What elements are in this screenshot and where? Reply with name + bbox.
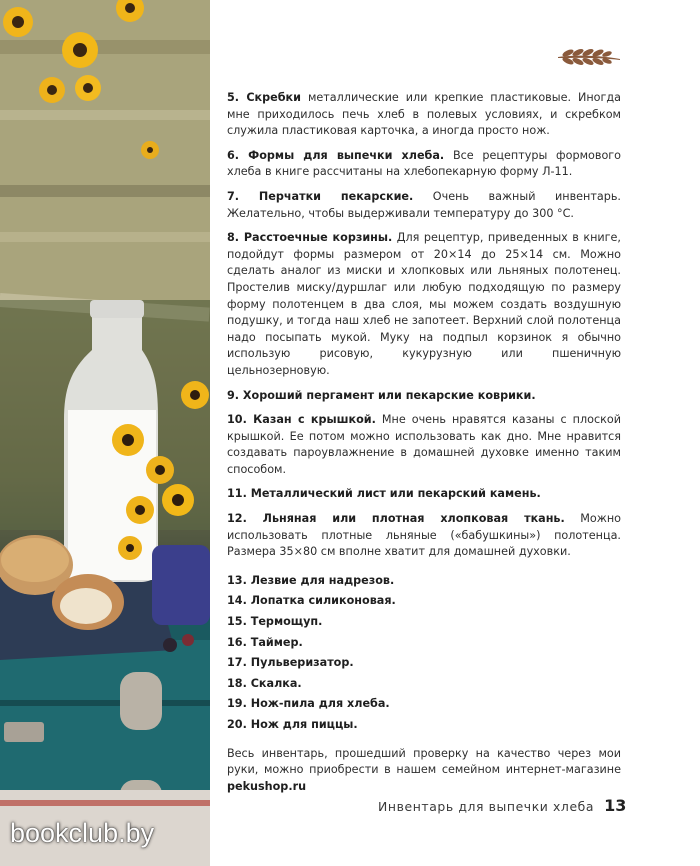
list-item <box>227 148 621 181</box>
list-item <box>227 189 621 222</box>
short-item: 15. Термощуп. <box>227 615 323 629</box>
item-text: Мне очень нравятся казаны с плоской крышкой. Ее потом можно использовать как дно. Мне нравится создавать пароувлажнение в домашней духовке именно таким способом. <box>227 413 621 476</box>
short-item: 20. Нож для пиццы. <box>227 718 358 731</box>
short-item: 14. Лопатка силиконовая. <box>227 594 396 608</box>
item-text: Можно использовать плотные льняные («бабушкины») полотенца. Размера 35×80 см вполне хватит для домашней духовки. <box>227 512 621 559</box>
item-title: 12. Льняная или плотная хлопковая ткань. <box>227 512 565 526</box>
watermark: bookclub.by <box>10 818 155 848</box>
item-text: Все рецептуры формового хлеба в книге рассчитаны на хлебопекарную форму Л-11. <box>227 148 622 179</box>
item-title: 7. Перчатки пекарские. <box>227 189 414 203</box>
list-item <box>227 511 621 561</box>
closing-text: Весь инвентарь, прошедший проверку на качество через мои руки, можно приобрести в нашем семейном интернет-магазине <box>227 746 621 777</box>
short-item: 18. Скалка. <box>227 676 302 690</box>
item-text: металлические или крепкие пластиковые. Иногда мне приходилось печь хлеб в полевых условиях, и скребком служила пластиковая карточка, а иногда просто нож. <box>227 91 621 138</box>
item-title: 5. Скребки <box>227 91 301 104</box>
cover-photo <box>0 0 210 866</box>
short-item: 17. Пульверизатор. <box>227 656 354 670</box>
item-title: 9. Хороший пергамент или пекарские коврики. <box>227 388 536 402</box>
item-text: Для рецептур, приведенных в книге, подойдут формы размером от 20×14 до 25×14 см. Можно сделать аналог из миски и хлопковых или льняных полотенец. Простелив миску/дуршлаг или любую подходящую по размеру форму полотенцем в два слоя, мы можем создать воздушную подушку, и тогда наш хлеб не запотеет. Верхний слой полотенца надо посыпать мукой. Муку на подпыл корзинок я обычно использую рисовую, кукурузную или пшеничную цельнозерновую. <box>227 231 621 377</box>
section-title: Инвентарь для выпечки хлеба <box>378 799 595 814</box>
closing-paragraph <box>227 746 621 796</box>
list-item <box>227 90 621 140</box>
inventory-list <box>227 90 621 803</box>
item-title: 8. Расстоечные корзины. <box>227 231 393 245</box>
item-title: 6. Формы для выпечки хлеба. <box>227 148 445 162</box>
item-text: Очень важный инвентарь. Желательно, чтобы выдерживали температуру до 300 °С. <box>227 189 621 220</box>
running-footer <box>378 796 627 815</box>
list-item <box>227 388 621 405</box>
list-item <box>227 486 621 503</box>
list-item <box>227 412 621 478</box>
item-title: 11. Металлический лист или пекарский камень. <box>227 487 541 501</box>
wheat-ear-icon <box>556 44 622 70</box>
short-item: 19. Нож-пила для хлеба. <box>227 697 390 711</box>
page-number: 13 <box>604 796 627 815</box>
item-title: 10. Казан с крышкой. <box>227 413 376 427</box>
short-item: 16. Таймер. <box>227 635 303 649</box>
short-item: 13. Лезвие для надрезов. <box>227 573 395 587</box>
photo-artwork <box>0 0 210 866</box>
shop-link[interactable]: pekushop.ru <box>227 779 307 793</box>
list-item <box>227 230 621 379</box>
